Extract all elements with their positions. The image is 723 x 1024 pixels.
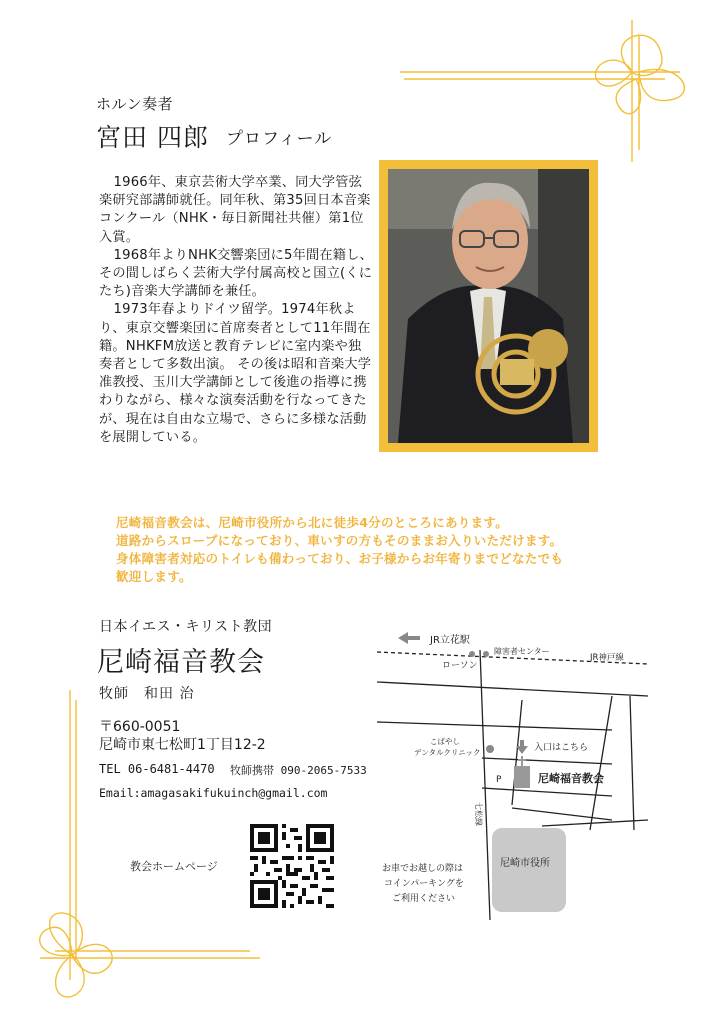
access-map	[372, 630, 648, 920]
profile-heading: プロフィール	[226, 129, 333, 149]
email-address: Email:amagasakifukuinch@gmail.com	[99, 786, 328, 800]
map-label-city-hall: 尼崎市役所	[500, 858, 550, 869]
notice-line: 歓迎します。	[116, 569, 192, 584]
map-label-disability-center: 障害者センター	[494, 647, 550, 656]
telephone: TEL 06-6481-4470	[99, 762, 215, 776]
map-label-parking: P	[496, 775, 502, 785]
notice-line: 尼崎福音教会は、尼崎市役所から北に徒歩4分のところにあります。	[116, 515, 508, 530]
organization-name: 日本イエス・キリスト教団	[99, 619, 273, 635]
pastor-name: 牧師 和田 治	[99, 686, 195, 702]
bio-paragraph: 1968年よりNHK交響楽団に5年間在籍し、その間しばらく芸術大学付属高校と国立(くにたち)音楽大学講師を兼任。	[99, 247, 373, 300]
map-marker-icon	[483, 651, 489, 657]
map-note-line: お車でお越しの際は	[382, 864, 464, 874]
map-label-lawson: ローソン	[442, 661, 478, 671]
map-note-line: ご利用ください	[392, 894, 456, 904]
subtitle: ホルン奏者	[96, 95, 174, 113]
map-note-line: コインパーキングを	[384, 879, 464, 889]
city-hall-block	[492, 828, 566, 912]
portrait-photo	[379, 160, 598, 452]
map-label-clinic: こばやし	[430, 737, 460, 746]
map-label-church: 尼崎福音教会	[538, 772, 604, 785]
map-label-clinic: デンタルクリニック	[414, 748, 481, 757]
qr-code[interactable]	[250, 824, 334, 908]
notice-line: 身体障害者対応のトイレも備わっており、お子様からお年寄りまでどなたでも	[116, 551, 564, 566]
portrait-image	[388, 169, 589, 443]
pastor-mobile: 牧師携帯 090-2065-7533	[230, 764, 367, 777]
homepage-label: 教会ホームページ	[130, 860, 218, 873]
notice-line: 道路からスロープになっており、車いすの方もそのままお入りいただけます。	[116, 533, 563, 548]
postal-code: 〒660-0051	[99, 719, 181, 735]
address: 尼崎市東七松町1丁目12-2	[99, 737, 266, 753]
church-name: 尼崎福音教会	[97, 647, 265, 678]
map-label-jr-line: JR神戸線	[590, 653, 624, 663]
church-building-icon	[514, 766, 530, 788]
map-label-jr-station: JR立花駅	[430, 635, 470, 646]
map-label-street: 七松線	[474, 802, 483, 826]
map-marker-icon	[469, 651, 475, 657]
bio-paragraph: 1966年、東京芸術大学卒業、同大学管弦楽研究部講師就任。同年秋、第35回日本音楽コンクール（NHK・毎日新聞社共催）第1位入賞。	[99, 175, 371, 245]
performer-name: 宮田 四郎	[96, 123, 209, 152]
map-label-entrance: 入口はこちら	[534, 743, 589, 753]
access-notice	[116, 514, 636, 586]
bio-paragraph: 1973年春よりドイツ留学。1974年秋より、東京交響楽団に首席奏者として11年間在籍。NHKFM放送と教育テレビに室内楽や独奏者として多数出演。 その後は昭和音楽大学准教授、玉川大学講師として後進の指導に携わりながら、様々な演奏活動を行なってきたが、現在は自由な立場で、さらに多様な活動を展開している。	[99, 302, 372, 445]
biography	[99, 174, 374, 447]
map-marker-icon	[486, 745, 494, 753]
